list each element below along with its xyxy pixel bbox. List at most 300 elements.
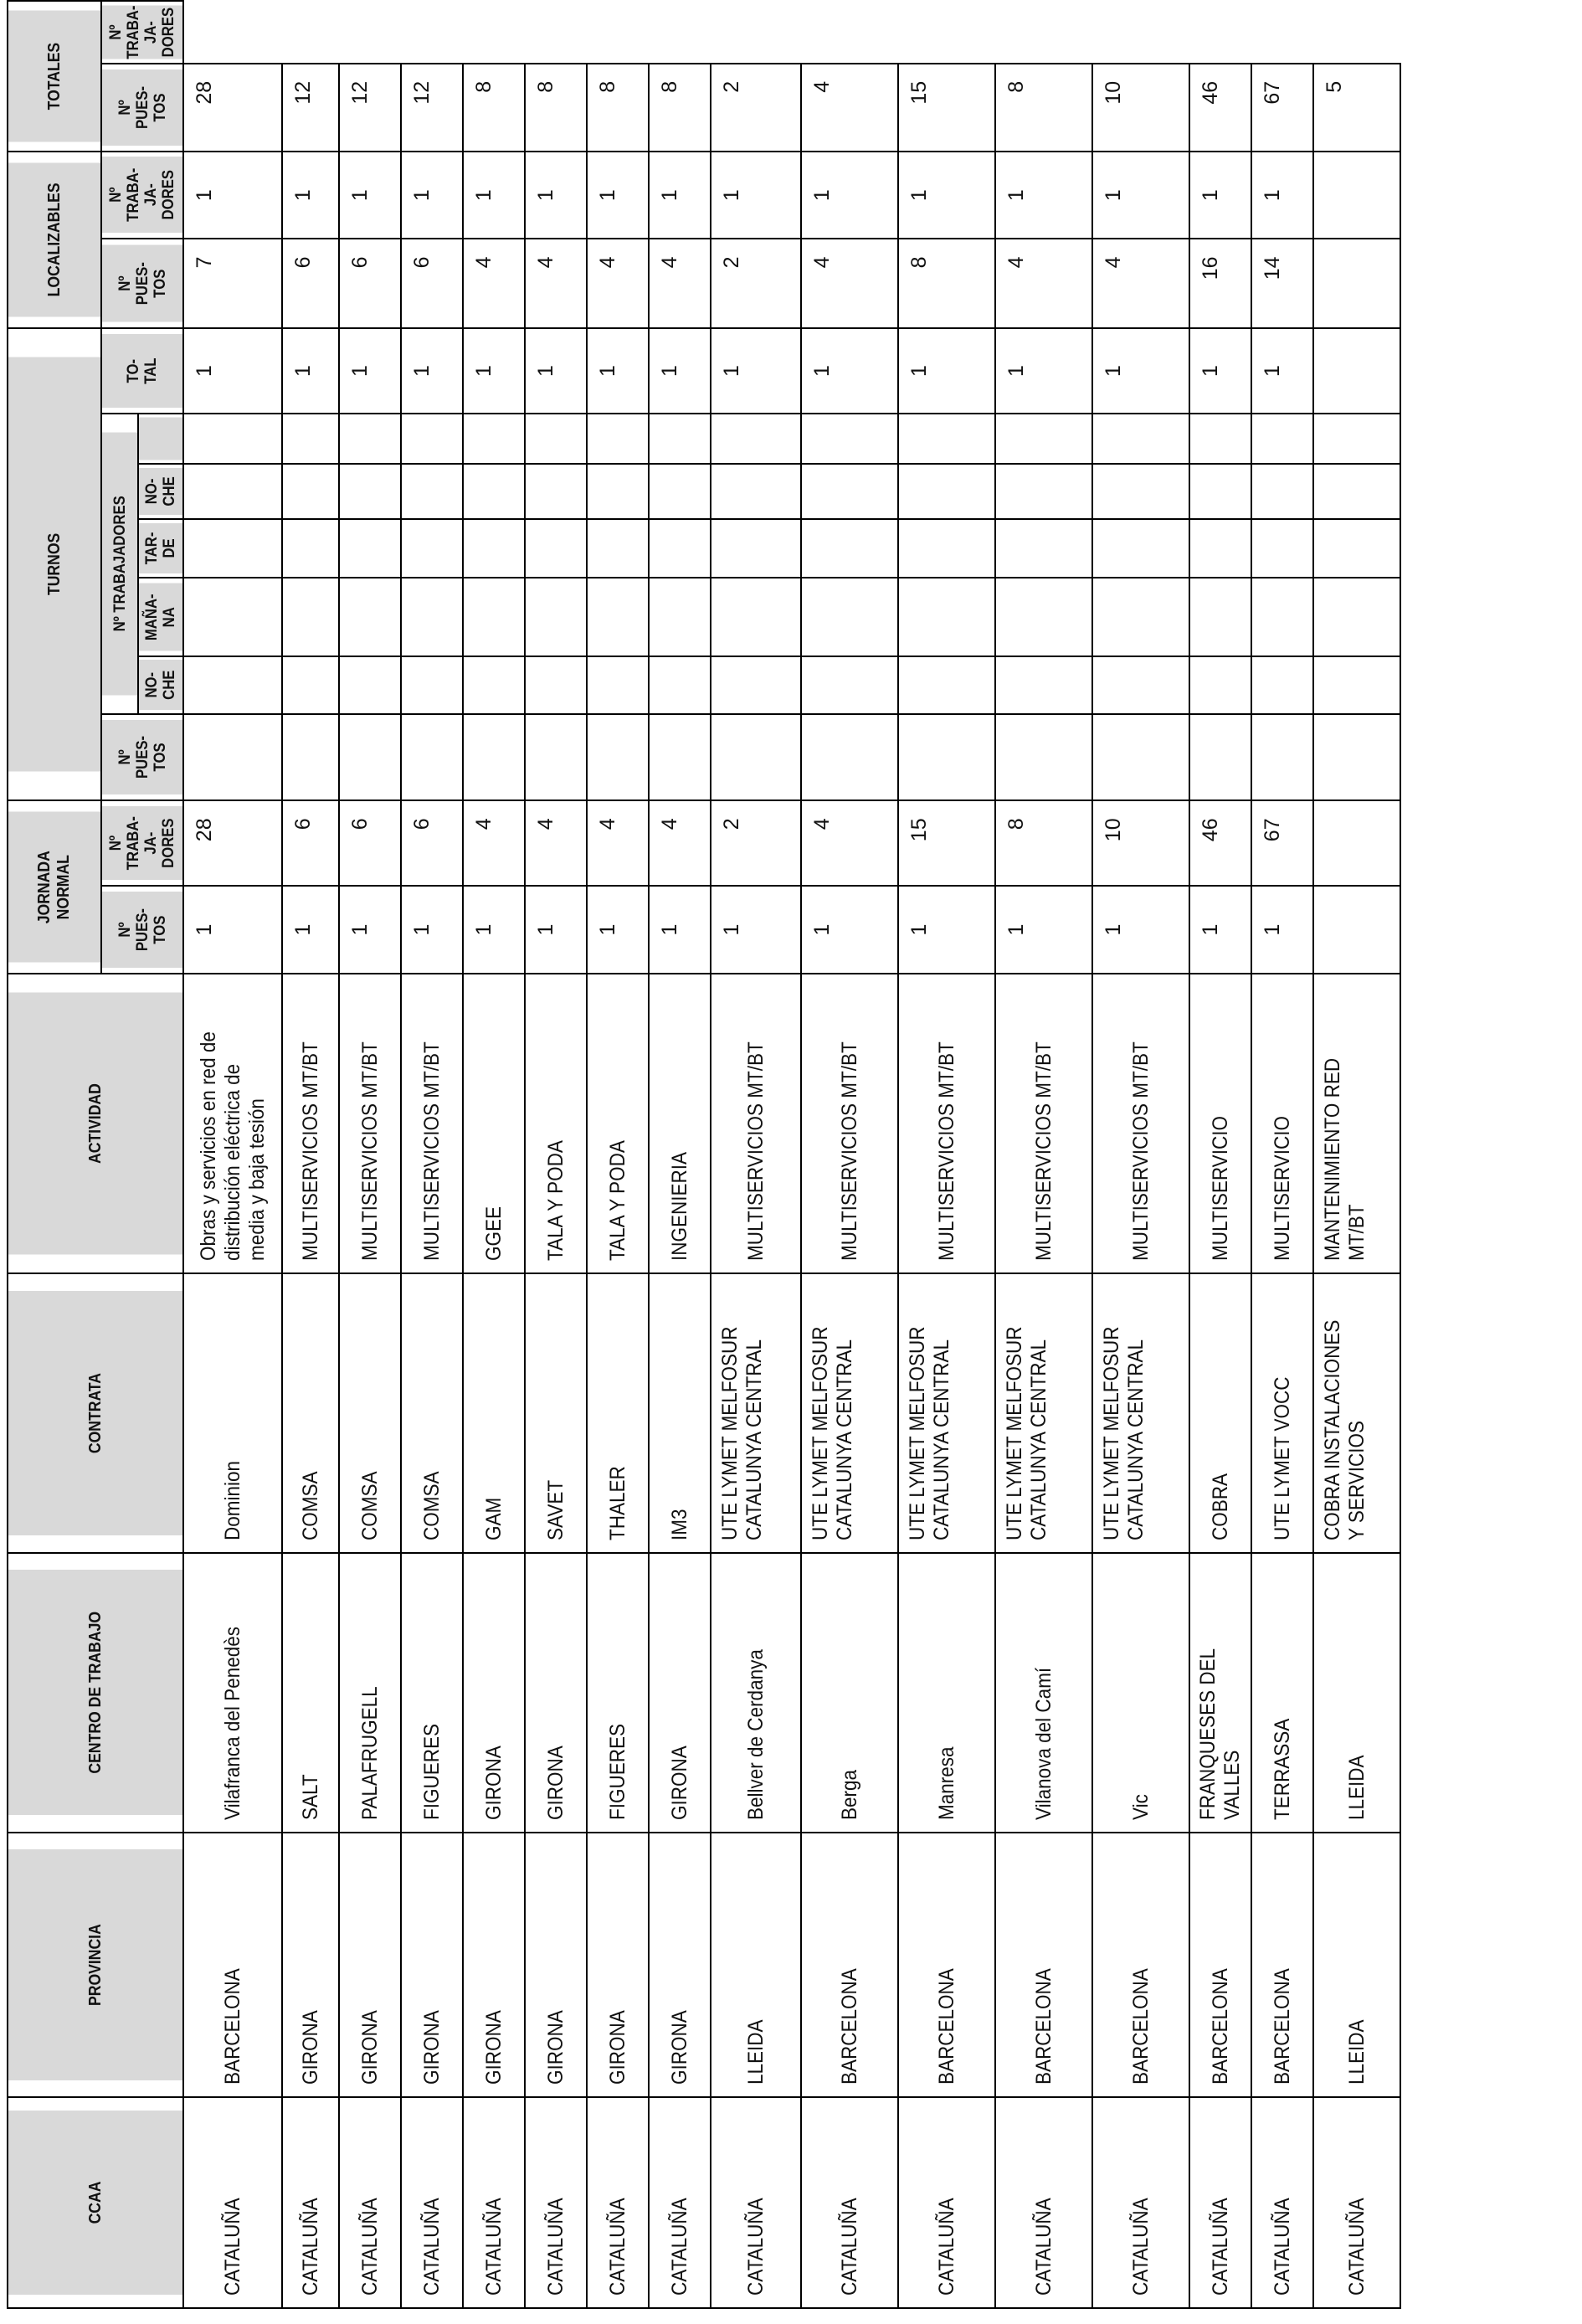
cell-tu-total — [1313, 414, 1400, 464]
workers-table — [7, 0, 1401, 2309]
cell-provincia: LLEIDA — [711, 1833, 801, 2097]
cell-tu-puestos — [649, 714, 711, 800]
cell-tu-puestos — [898, 714, 995, 800]
table-row — [525, 1, 587, 2308]
cell-to-trabajadores: 12 — [282, 64, 339, 152]
cell-jn-puestos: 1 — [183, 886, 282, 974]
cell-jn-trabajadores: 4 — [525, 800, 587, 886]
cell-tu-noche — [1251, 656, 1313, 715]
cell-jn-trabajadores: 10 — [1092, 800, 1189, 886]
header-empty — [138, 416, 183, 460]
header-jn-trabajadores: Nº TRABA- JA- DORES — [101, 805, 183, 881]
cell-actividad: MULTISERVICIOS MT/BT — [898, 974, 995, 1273]
cell-lo-puestos: 1 — [1092, 328, 1189, 414]
cell-lo-puestos: 1 — [995, 328, 1092, 414]
cell-lo-puestos: 1 — [711, 328, 801, 414]
header-tarde: TAR- DE — [138, 522, 183, 574]
cell-contrata: UTE LYMET VOCC — [1251, 1273, 1313, 1553]
cell-tu-noche — [1313, 656, 1400, 715]
cell-ccaa: CATALUÑA — [587, 2097, 649, 2308]
cell-to-puestos: 1 — [1092, 152, 1189, 239]
cell-tu-tarde — [587, 519, 649, 578]
cell-actividad: MULTISERVICIOS MT/BT — [711, 974, 801, 1273]
table-row — [401, 1, 463, 2308]
table-row — [183, 1, 282, 2308]
cell-lo-trabajadores: 4 — [995, 239, 1092, 328]
cell-tu-tarde — [463, 519, 525, 578]
cell-jn-trabajadores: 4 — [801, 800, 898, 886]
cell-to-trabajadores: 8 — [587, 64, 649, 152]
cell-jn-trabajadores — [1313, 800, 1400, 886]
cell-centro: Vilanova del Camí — [995, 1553, 1092, 1833]
cell-provincia: BARCELONA — [898, 1833, 995, 2097]
cell-provincia: BARCELONA — [1251, 1833, 1313, 2097]
cell-tu-total — [183, 414, 282, 464]
cell-tu-puestos — [525, 714, 587, 800]
cell-tu-manana — [339, 578, 401, 656]
cell-to-trabajadores: 4 — [801, 64, 898, 152]
cell-contrata: IM3 — [649, 1273, 711, 1553]
cell-tu-manana — [1189, 578, 1251, 656]
cell-tu-tarde — [898, 519, 995, 578]
header-to-trabajadores: Nº TRABA- JA- DORES — [101, 4, 183, 59]
header-totales: TOTALES — [8, 10, 101, 142]
cell-tu-noche2 — [525, 464, 587, 519]
table-body — [183, 1, 1400, 2308]
header-turnos-puestos: Nº PUES- TOS — [101, 719, 183, 795]
cell-to-puestos: 1 — [525, 152, 587, 239]
table-row — [1189, 1, 1251, 2308]
cell-tu-total — [525, 414, 587, 464]
cell-tu-noche2 — [183, 464, 282, 519]
cell-actividad: MULTISERVICIOS MT/BT — [1092, 974, 1189, 1273]
table-row — [463, 1, 525, 2308]
cell-lo-puestos: 1 — [649, 328, 711, 414]
cell-contrata: UTE LYMET MELFOSUR CATALUNYA CENTRAL — [995, 1273, 1092, 1553]
cell-jn-puestos: 1 — [1251, 886, 1313, 974]
cell-contrata: COBRA — [1189, 1273, 1251, 1553]
cell-jn-puestos: 1 — [801, 886, 898, 974]
cell-jn-trabajadores: 6 — [339, 800, 401, 886]
cell-lo-puestos — [1313, 328, 1400, 414]
cell-lo-puestos: 1 — [898, 328, 995, 414]
cell-to-trabajadores: 2 — [711, 64, 801, 152]
cell-lo-trabajadores: 4 — [463, 239, 525, 328]
cell-tu-noche2 — [1092, 464, 1189, 519]
header-turnos-total: TO- TAL — [101, 333, 183, 409]
cell-tu-noche2 — [1251, 464, 1313, 519]
cell-tu-noche — [711, 656, 801, 715]
cell-tu-noche2 — [649, 464, 711, 519]
cell-tu-total — [282, 414, 339, 464]
table-row — [995, 1, 1092, 2308]
cell-to-puestos: 1 — [649, 152, 711, 239]
cell-tu-noche — [649, 656, 711, 715]
header-ccaa: CCAA — [8, 2110, 183, 2296]
cell-provincia: BARCELONA — [1092, 1833, 1189, 2097]
cell-tu-tarde — [282, 519, 339, 578]
cell-actividad: MULTISERVICIO — [1189, 974, 1251, 1273]
cell-centro: FRANQUESES DEL VALLES — [1189, 1553, 1251, 1833]
header-localizables: LOCALIZABLES — [8, 162, 101, 318]
cell-tu-noche — [339, 656, 401, 715]
cell-jn-trabajadores: 4 — [587, 800, 649, 886]
cell-ccaa: CATALUÑA — [995, 2097, 1092, 2308]
cell-tu-tarde — [1251, 519, 1313, 578]
cell-tu-puestos — [1092, 714, 1189, 800]
cell-jn-puestos: 1 — [401, 886, 463, 974]
cell-tu-puestos — [995, 714, 1092, 800]
cell-lo-puestos: 1 — [587, 328, 649, 414]
cell-ccaa: CATALUÑA — [183, 2097, 282, 2308]
cell-ccaa: CATALUÑA — [711, 2097, 801, 2308]
cell-jn-trabajadores: 15 — [898, 800, 995, 886]
cell-tu-noche — [898, 656, 995, 715]
cell-to-puestos: 1 — [183, 152, 282, 239]
cell-ccaa: CATALUÑA — [1092, 2097, 1189, 2308]
cell-tu-manana — [649, 578, 711, 656]
cell-to-puestos: 1 — [339, 152, 401, 239]
cell-jn-trabajadores: 6 — [401, 800, 463, 886]
cell-tu-puestos — [1251, 714, 1313, 800]
cell-lo-trabajadores: 16 — [1189, 239, 1251, 328]
cell-to-puestos: 1 — [282, 152, 339, 239]
cell-tu-puestos — [339, 714, 401, 800]
cell-tu-manana — [898, 578, 995, 656]
cell-tu-total — [801, 414, 898, 464]
cell-jn-puestos: 1 — [995, 886, 1092, 974]
cell-tu-tarde — [649, 519, 711, 578]
cell-tu-noche — [463, 656, 525, 715]
cell-ccaa: CATALUÑA — [1189, 2097, 1251, 2308]
cell-provincia: GIRONA — [463, 1833, 525, 2097]
cell-centro: Manresa — [898, 1553, 995, 1833]
header-provincia: PROVINCIA — [8, 1848, 183, 2081]
cell-lo-trabajadores: 14 — [1251, 239, 1313, 328]
header-turnos-trabajadores: Nº TRABAJADORES — [101, 431, 138, 696]
cell-tu-tarde — [1189, 519, 1251, 578]
cell-tu-tarde — [401, 519, 463, 578]
cell-tu-puestos — [587, 714, 649, 800]
cell-jn-puestos: 1 — [282, 886, 339, 974]
cell-actividad: MULTISERVICIO — [1251, 974, 1313, 1273]
cell-to-puestos — [1313, 152, 1400, 239]
header-lo-trabajadores: Nº TRABA- JA- DORES — [101, 157, 183, 234]
cell-tu-total — [587, 414, 649, 464]
table-row — [711, 1, 801, 2308]
cell-jn-puestos: 1 — [1189, 886, 1251, 974]
cell-provincia: GIRONA — [401, 1833, 463, 2097]
cell-tu-puestos — [183, 714, 282, 800]
cell-tu-total — [401, 414, 463, 464]
table-row — [339, 1, 401, 2308]
cell-tu-manana — [1251, 578, 1313, 656]
cell-tu-puestos — [801, 714, 898, 800]
cell-centro: Bellver de Cerdanya — [711, 1553, 801, 1833]
cell-centro: Vilafranca del Penedès — [183, 1553, 282, 1833]
header-jn-puestos: Nº PUES- TOS — [101, 891, 183, 968]
cell-tu-puestos — [401, 714, 463, 800]
cell-tu-total — [711, 414, 801, 464]
cell-provincia: GIRONA — [339, 1833, 401, 2097]
cell-actividad: MULTISERVICIOS MT/BT — [401, 974, 463, 1273]
table-row — [1251, 1, 1313, 2308]
cell-tu-manana — [1092, 578, 1189, 656]
cell-centro: Vic — [1092, 1553, 1189, 1833]
cell-tu-manana — [587, 578, 649, 656]
table-row — [649, 1, 711, 2308]
cell-tu-puestos — [282, 714, 339, 800]
cell-tu-noche2 — [339, 464, 401, 519]
header-noche: NO- CHE — [138, 660, 183, 711]
header-turnos: TURNOS — [8, 357, 101, 773]
cell-tu-noche2 — [401, 464, 463, 519]
cell-lo-trabajadores: 6 — [339, 239, 401, 328]
cell-centro: FIGUERES — [401, 1553, 463, 1833]
cell-contrata: COBRA INSTALACIONES Y SERVICIOS — [1313, 1273, 1400, 1553]
header-lo-puestos: Nº PUES- TOS — [101, 244, 183, 323]
cell-actividad: MANTENIMIENTO RED MT/BT — [1313, 974, 1400, 1273]
cell-jn-puestos: 1 — [587, 886, 649, 974]
cell-contrata: THALER — [587, 1273, 649, 1553]
cell-tu-manana — [711, 578, 801, 656]
cell-lo-trabajadores: 6 — [282, 239, 339, 328]
cell-tu-puestos — [1189, 714, 1251, 800]
cell-jn-puestos: 1 — [711, 886, 801, 974]
cell-jn-puestos: 1 — [463, 886, 525, 974]
cell-to-puestos: 1 — [1251, 152, 1313, 239]
cell-to-trabajadores: 5 — [1313, 64, 1400, 152]
cell-jn-puestos: 1 — [649, 886, 711, 974]
cell-actividad: MULTISERVICIOS MT/BT — [995, 974, 1092, 1273]
cell-to-trabajadores: 12 — [401, 64, 463, 152]
cell-tu-total — [1251, 414, 1313, 464]
cell-to-puestos: 1 — [711, 152, 801, 239]
cell-lo-puestos: 1 — [1251, 328, 1313, 414]
cell-ccaa: CATALUÑA — [339, 2097, 401, 2308]
cell-provincia: GIRONA — [649, 1833, 711, 2097]
cell-tu-puestos — [711, 714, 801, 800]
cell-tu-total — [1092, 414, 1189, 464]
cell-provincia: BARCELONA — [801, 1833, 898, 2097]
cell-lo-puestos: 1 — [801, 328, 898, 414]
cell-lo-puestos: 1 — [525, 328, 587, 414]
cell-tu-tarde — [995, 519, 1092, 578]
cell-tu-puestos — [463, 714, 525, 800]
cell-lo-trabajadores: 4 — [649, 239, 711, 328]
cell-actividad: MULTISERVICIOS MT/BT — [801, 974, 898, 1273]
cell-lo-trabajadores: 4 — [587, 239, 649, 328]
cell-tu-noche2 — [995, 464, 1092, 519]
cell-actividad: MULTISERVICIOS MT/BT — [339, 974, 401, 1273]
cell-jn-trabajadores: 4 — [649, 800, 711, 886]
cell-tu-puestos — [1313, 714, 1400, 800]
cell-actividad: Obras y servicios en red de distribución eléctrica de media y baja tesión — [183, 974, 282, 1273]
cell-actividad: INGENIERIA — [649, 974, 711, 1273]
table-row — [898, 1, 995, 2308]
cell-jn-trabajadores: 46 — [1189, 800, 1251, 886]
cell-tu-manana — [995, 578, 1092, 656]
cell-lo-trabajadores: 6 — [401, 239, 463, 328]
header-noche-2: NO- CHE — [138, 467, 183, 516]
cell-provincia: BARCELONA — [1189, 1833, 1251, 2097]
cell-tu-noche — [995, 656, 1092, 715]
cell-centro: GIRONA — [525, 1553, 587, 1833]
cell-contrata: SAVET — [525, 1273, 587, 1553]
cell-tu-noche — [587, 656, 649, 715]
cell-tu-noche2 — [587, 464, 649, 519]
header-manana: MAÑA- NA — [138, 583, 183, 651]
cell-lo-puestos: 1 — [183, 328, 282, 414]
cell-provincia: BARCELONA — [995, 1833, 1092, 2097]
cell-contrata: COMSA — [339, 1273, 401, 1553]
cell-tu-noche — [1189, 656, 1251, 715]
cell-centro: Berga — [801, 1553, 898, 1833]
cell-jn-puestos: 1 — [339, 886, 401, 974]
header-actividad: ACTIVIDAD — [8, 991, 183, 1255]
table-row — [1092, 1, 1189, 2308]
cell-contrata: UTE LYMET MELFOSUR CATALUNYA CENTRAL — [1092, 1273, 1189, 1553]
cell-tu-manana — [1313, 578, 1400, 656]
cell-to-trabajadores: 8 — [463, 64, 525, 152]
header-contrata: CONTRATA — [8, 1290, 183, 1536]
cell-tu-noche2 — [1313, 464, 1400, 519]
cell-centro: SALT — [282, 1553, 339, 1833]
table-row — [282, 1, 339, 2308]
cell-jn-trabajadores: 4 — [463, 800, 525, 886]
cell-jn-trabajadores: 8 — [995, 800, 1092, 886]
cell-lo-puestos: 1 — [282, 328, 339, 414]
cell-tu-noche2 — [898, 464, 995, 519]
cell-to-puestos: 1 — [995, 152, 1092, 239]
cell-jn-trabajadores: 6 — [282, 800, 339, 886]
cell-tu-manana — [801, 578, 898, 656]
cell-to-trabajadores: 12 — [339, 64, 401, 152]
cell-to-trabajadores: 8 — [995, 64, 1092, 152]
cell-jn-trabajadores: 67 — [1251, 800, 1313, 886]
cell-lo-puestos: 1 — [339, 328, 401, 414]
cell-lo-trabajadores — [1313, 239, 1400, 328]
cell-ccaa: CATALUÑA — [525, 2097, 587, 2308]
cell-provincia: LLEIDA — [1313, 1833, 1400, 2097]
cell-contrata: GAM — [463, 1273, 525, 1553]
cell-tu-tarde — [183, 519, 282, 578]
header-jornada-normal: JORNADA NORMAL — [8, 811, 101, 964]
cell-provincia: BARCELONA — [183, 1833, 282, 2097]
cell-tu-noche — [1092, 656, 1189, 715]
cell-provincia: GIRONA — [587, 1833, 649, 2097]
cell-tu-noche — [801, 656, 898, 715]
table-row — [1313, 1, 1400, 2308]
cell-tu-total — [1189, 414, 1251, 464]
cell-contrata: UTE LYMET MELFOSUR CATALUNYA CENTRAL — [801, 1273, 898, 1553]
cell-to-puestos: 1 — [898, 152, 995, 239]
cell-tu-noche — [183, 656, 282, 715]
cell-contrata: Dominion — [183, 1273, 282, 1553]
cell-tu-total — [898, 414, 995, 464]
cell-tu-noche — [401, 656, 463, 715]
cell-jn-puestos — [1313, 886, 1400, 974]
cell-to-puestos: 1 — [801, 152, 898, 239]
cell-contrata: COMSA — [401, 1273, 463, 1553]
cell-ccaa: CATALUÑA — [1251, 2097, 1313, 2308]
cell-tu-noche — [525, 656, 587, 715]
cell-tu-total — [463, 414, 525, 464]
cell-contrata: COMSA — [282, 1273, 339, 1553]
cell-tu-total — [339, 414, 401, 464]
cell-contrata: UTE LYMET MELFOSUR CATALUNYA CENTRAL — [711, 1273, 801, 1553]
cell-jn-trabajadores: 28 — [183, 800, 282, 886]
cell-actividad: MULTISERVICIOS MT/BT — [282, 974, 339, 1273]
cell-ccaa: CATALUÑA — [463, 2097, 525, 2308]
cell-actividad: GGEE — [463, 974, 525, 1273]
cell-provincia: GIRONA — [525, 1833, 587, 2097]
cell-tu-tarde — [801, 519, 898, 578]
cell-actividad: TALA Y PODA — [525, 974, 587, 1273]
cell-to-trabajadores: 15 — [898, 64, 995, 152]
header-to-puestos: Nº PUES- TOS — [101, 69, 183, 146]
cell-lo-trabajadores: 4 — [801, 239, 898, 328]
cell-to-puestos: 1 — [401, 152, 463, 239]
cell-centro: TERRASSA — [1251, 1553, 1313, 1833]
cell-lo-trabajadores: 7 — [183, 239, 282, 328]
cell-ccaa: CATALUÑA — [898, 2097, 995, 2308]
cell-tu-tarde — [1092, 519, 1189, 578]
cell-to-trabajadores: 8 — [525, 64, 587, 152]
cell-tu-tarde — [339, 519, 401, 578]
cell-tu-tarde — [525, 519, 587, 578]
cell-actividad: TALA Y PODA — [587, 974, 649, 1273]
cell-to-puestos: 1 — [463, 152, 525, 239]
cell-jn-puestos: 1 — [1092, 886, 1189, 974]
cell-centro: FIGUERES — [587, 1553, 649, 1833]
cell-centro: PALAFRUGELL — [339, 1553, 401, 1833]
cell-to-trabajadores: 46 — [1189, 64, 1251, 152]
table-row — [801, 1, 898, 2308]
cell-tu-manana — [183, 578, 282, 656]
cell-tu-noche — [282, 656, 339, 715]
cell-lo-puestos: 1 — [1189, 328, 1251, 414]
header-centro: CENTRO DE TRABAJO — [8, 1570, 183, 1816]
cell-lo-trabajadores: 4 — [525, 239, 587, 328]
cell-to-trabajadores: 10 — [1092, 64, 1189, 152]
cell-lo-puestos: 1 — [401, 328, 463, 414]
cell-jn-trabajadores: 2 — [711, 800, 801, 886]
cell-centro: LLEIDA — [1313, 1553, 1400, 1833]
cell-jn-puestos: 1 — [525, 886, 587, 974]
cell-lo-trabajadores: 4 — [1092, 239, 1189, 328]
cell-to-puestos: 1 — [587, 152, 649, 239]
cell-tu-manana — [282, 578, 339, 656]
cell-jn-puestos: 1 — [898, 886, 995, 974]
cell-to-trabajadores: 67 — [1251, 64, 1313, 152]
cell-tu-noche2 — [282, 464, 339, 519]
cell-ccaa: CATALUÑA — [282, 2097, 339, 2308]
cell-centro: GIRONA — [649, 1553, 711, 1833]
cell-centro: GIRONA — [463, 1553, 525, 1833]
cell-to-puestos: 1 — [1189, 152, 1251, 239]
cell-provincia: GIRONA — [282, 1833, 339, 2097]
cell-ccaa: CATALUÑA — [1313, 2097, 1400, 2308]
cell-to-trabajadores: 8 — [649, 64, 711, 152]
cell-tu-noche2 — [463, 464, 525, 519]
cell-tu-tarde — [1313, 519, 1400, 578]
cell-tu-total — [995, 414, 1092, 464]
cell-tu-manana — [525, 578, 587, 656]
cell-lo-puestos: 1 — [463, 328, 525, 414]
cell-to-trabajadores: 28 — [183, 64, 282, 152]
cell-tu-noche2 — [1189, 464, 1251, 519]
